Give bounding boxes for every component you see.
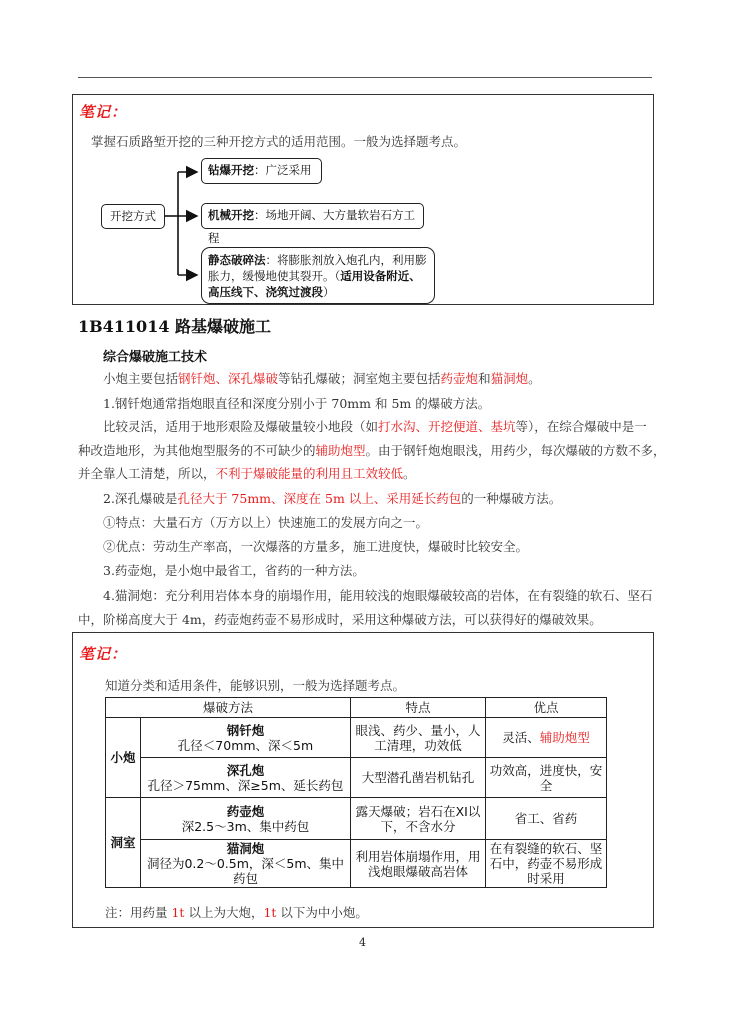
paragraph-6: 2.深孔爆破是孔径大于 75mm、深度在 5m 以上、采用延长药包的一种爆破方法。 (103, 491, 562, 506)
header-advantage: 优点 (486, 698, 607, 718)
blasting-summary-table (105, 697, 607, 888)
paragraph-3: 比较灵活，适用于地形艰险及爆破量较小地段（如打水沟、开挖便道、基坑等），在综合爆破中是一 (103, 419, 647, 434)
static-desc-2: 胀力，缓慢地使其裂开。（ (208, 269, 341, 283)
note2-intro: 知道分类和适用条件，能够识别，一般为选择题考点。 (105, 678, 406, 693)
advantage-cell: 功效高，进度快，安 全 (486, 758, 607, 798)
method-cell (141, 718, 351, 758)
method-condition: 孔径＞75mm、深≥5m、延长药包 (147, 777, 344, 793)
paragraph-8: ②优点：劳动生产率高，一次爆落的方量多，施工进度快，爆破时比较安全。 (103, 539, 529, 554)
static-end-3: ） (323, 285, 335, 299)
page-number: 4 (359, 936, 366, 949)
header-feature: 特点 (351, 698, 486, 718)
header-rule (78, 77, 652, 78)
table-footnote: 注：用药量 1t 以上为大炮，1t 以下为中小炮。 (105, 905, 368, 920)
feature-cell: 利用岩体崩塌作用，用 浅炮眼爆破高岩体 (351, 840, 486, 888)
drill-desc: ：广泛采用 (254, 163, 312, 177)
static-bold-3: 高压线下、浇筑过渡段 (208, 285, 323, 299)
drill-box (201, 158, 322, 184)
paragraph-4: 种改造地形，为其他炮型服务的不可缺少的辅助炮型。由于钢钎炮炮眼浅，用药少，每次爆破的方数不多， (78, 443, 666, 458)
diagram-root-box (101, 204, 165, 229)
section-subtitle: 综合爆破施工技术 (103, 350, 208, 365)
paragraph-10: 4.猫洞炮：充分利用岩体本身的崩塌作用，能用较浅的炮眼爆破较高的岩体，在有裂缝的软石、坚石 (103, 588, 653, 603)
method-name: 钢钎炮 (226, 722, 265, 738)
static-box (201, 247, 435, 304)
section-title: 1B411014 路基爆破施工 (78, 317, 272, 336)
method-name: 猫洞炮 (226, 841, 265, 856)
mechanical-box (201, 203, 424, 245)
method-condition: 洞径为0.2～0.5m，深＜5m、集中药包 (146, 856, 345, 886)
method-condition: 孔径＜70mm、深＜5m (177, 737, 314, 753)
advantage-cell: 灵活、辅助炮型 (486, 718, 607, 758)
drill-title: 钻爆开挖 (208, 163, 254, 177)
paragraph-7: ①特点：大量石方（万方以上）快速施工的发展方向之一。 (103, 515, 429, 530)
note-box-2 (72, 632, 654, 928)
feature-cell: 眼浅、药少、量小，人 工清理，功效低 (351, 718, 486, 758)
group-small-blast: 小炮 (106, 718, 141, 798)
static-desc-1: ：将膨胀剂放入炮孔内，利用膨 (265, 253, 427, 267)
advantage-cell: 在有裂缝的软石、坚 石中，药壶不易形成 时采用 (486, 840, 607, 888)
method-cell (141, 798, 351, 840)
group-chamber-blast: 洞室 (106, 798, 141, 888)
table-row (106, 840, 607, 888)
advantage-cell: 省工、省药 (486, 798, 607, 840)
method-cell (141, 840, 351, 888)
paragraph-9: 3.药壶炮，是小炮中最省工，省药的一种方法。 (103, 563, 365, 578)
mechanical-desc: ：场地开阔、大方量软岩石方工程 (208, 208, 415, 245)
table-header-row (106, 698, 607, 718)
static-title: 静态破碎法 (208, 253, 266, 267)
method-name: 药壶炮 (226, 803, 265, 819)
header-method: 爆破方法 (106, 698, 351, 718)
method-name: 深孔炮 (226, 762, 265, 778)
static-bold-2: 适用设备附近、 (340, 269, 421, 283)
note-label: 笔记： (79, 103, 128, 121)
feature-cell: 大型潜孔凿岩机钻孔 (351, 758, 486, 798)
method-condition: 深2.5～3m、集中药包 (181, 818, 310, 834)
table-row (106, 718, 607, 758)
paragraph-1: 小炮主要包括钢钎炮、深孔爆破等钻孔爆破；洞室炮主要包括药壶炮和猫洞炮。 (103, 371, 541, 386)
note-intro: 掌握石质路堑开挖的三种开挖方式的适用范围。一般为选择题考点。 (91, 134, 467, 149)
diagram-root-label: 开挖方式 (110, 209, 156, 223)
table-row (106, 758, 607, 798)
paragraph-11: 中，阶梯高度大于 4m，药壶炮药壶不易形成时，采用这种爆破方法，可以获得好的爆破效果。 (78, 612, 602, 627)
feature-cell: 露天爆破；岩石在XI以 下，不含水分 (351, 798, 486, 840)
paragraph-2: 1.钢钎炮通常指炮眼直径和深度分别小于 70mm 和 5m 的爆破方法。 (103, 396, 491, 411)
method-cell (141, 758, 351, 798)
mechanical-title: 机械开挖 (208, 208, 254, 222)
paragraph-5: 并全靠人工清楚，所以，不利于爆破能量的利用且工效较低。 (78, 466, 416, 481)
table-row (106, 798, 607, 840)
note-box-1 (72, 94, 654, 305)
note-label-2: 笔记： (79, 645, 128, 663)
